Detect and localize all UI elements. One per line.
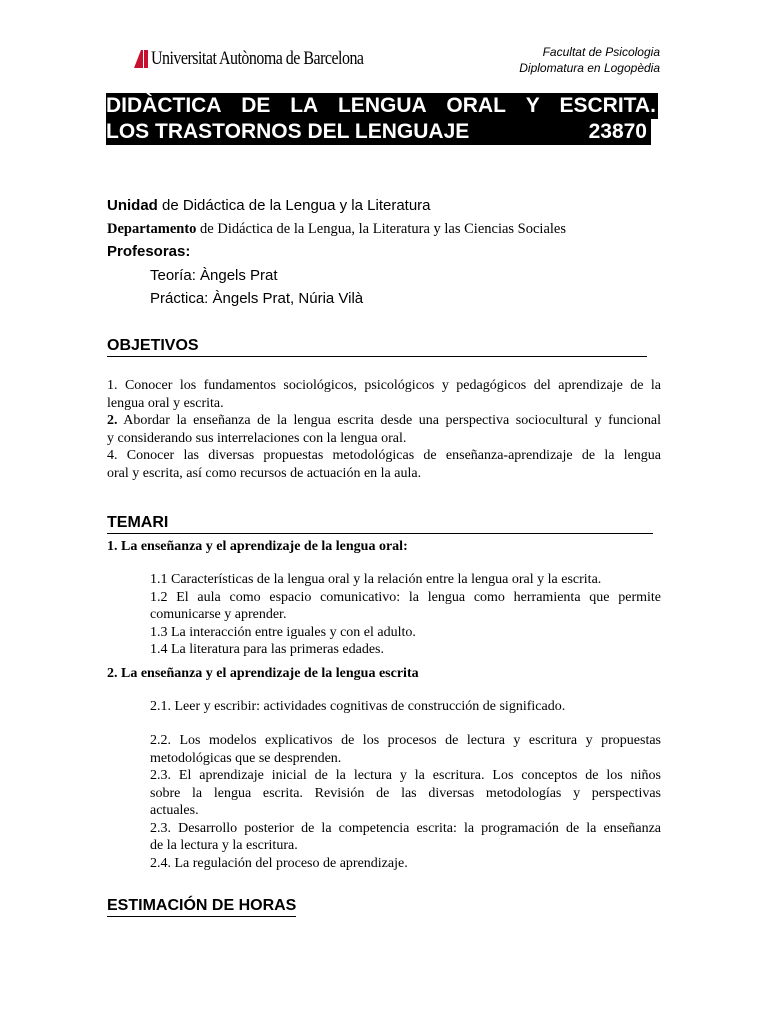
title-word: LA	[290, 94, 319, 117]
objetivos-heading-text: OBJETIVOS	[107, 337, 199, 354]
unidad-value: de Didáctica de la Lengua y la Literatura	[157, 197, 431, 214]
departamento-value: de Didáctica de la Lengua, la Literatura y las Ciencias Sociales	[196, 221, 567, 237]
practica-line: Práctica: Àngels Prat, Núria Vilà	[150, 290, 364, 307]
objetivo-line	[107, 447, 661, 465]
temari-item: 1.2 El aula como espacio comunicativo: la lengua como herramienta que permite	[150, 589, 661, 605]
temari-block-2-title: 2. La enseñanza y el aprendizaje de la lengua escrita	[107, 666, 419, 681]
course-title-line-1	[106, 93, 658, 119]
temari-item-continued: de la lectura y la escritura.	[150, 838, 298, 853]
temari-item: 2.2. Los modelos explicativos de los procesos de lectura y escritura y propuestas	[150, 733, 661, 748]
temari-item-continued: sobre la lengua escrita. Revisión de las diversas metodologías y perspectivas	[150, 785, 661, 801]
estimacion-heading-text: ESTIMACIÓN DE HORAS	[107, 897, 297, 914]
temari-item-continued: comunicarse y aprender.	[150, 607, 287, 622]
objetivo-line: lengua oral y escrita.	[107, 395, 224, 411]
temari-item: 2.1. Leer y escribir: actividades cognitivas de construcción de significado.	[150, 699, 566, 714]
uab-logo-icon	[134, 50, 148, 68]
course-subtitle: LOS TRASTORNOS DEL LENGUAJE	[106, 120, 470, 143]
title-word: ESCRITA.	[559, 94, 656, 117]
objetivo-line	[107, 412, 661, 430]
faculty-name: Facultat de Psicologia	[542, 45, 660, 59]
title-word: DE	[241, 94, 271, 117]
university-logo	[134, 49, 404, 69]
profesoras-label: Profesoras:	[107, 243, 191, 260]
temari-item: 2.3. Desarrollo posterior de la competencia escrita: la programación de la enseñanza	[150, 820, 661, 836]
course-title-line-2	[106, 119, 651, 145]
temari-item: 1.3 La interacción entre iguales y con el adulto.	[150, 624, 416, 640]
objetivo-number: 4.	[107, 448, 118, 463]
teoria-line: Teoría: Àngels Prat	[150, 267, 278, 284]
objetivo-text: Conocer los fundamentos sociológicos, psicológicos y pedagógicos del aprendizaje de la	[124, 378, 662, 393]
objetivo-text: Abordar la enseñanza de la lengua escrita desde una perspectiva sociocultural y funcional	[123, 413, 662, 428]
temari-block-1-list	[150, 571, 661, 659]
temari-block-2-item-1	[150, 698, 661, 716]
title-word: Y	[525, 94, 540, 117]
temari-item-continued: metodológicas que se desprenden.	[150, 750, 342, 766]
unidad-line	[107, 196, 431, 216]
objetivos-heading	[107, 336, 647, 357]
temari-block-2-list	[150, 732, 661, 872]
temari-item-continued: actuales.	[150, 803, 199, 818]
faculty-info	[519, 44, 660, 76]
university-name: Universitat Autònoma de Barcelona	[151, 48, 364, 69]
title-word: LENGUA	[337, 94, 427, 117]
temari-heading-text: TEMARI	[107, 514, 169, 531]
temari-item: 2.4. La regulación del proceso de aprendizaje.	[150, 855, 408, 871]
objetivo-number: 2.	[107, 413, 118, 428]
temari-item: 1.1 Características de la lengua oral y la relación entre la lengua oral y la escrita.	[150, 572, 602, 587]
objetivo-line: y considerando sus interrelaciones con la lengua oral.	[107, 430, 407, 446]
objetivo-number: 1.	[107, 378, 118, 393]
temari-heading	[107, 513, 653, 534]
estimacion-heading	[107, 896, 296, 917]
temari-item: 1.4 La literatura para las primeras edades.	[150, 642, 385, 657]
temari-block-1-title: 1. La enseñanza y el aprendizaje de la lengua oral:	[107, 539, 408, 554]
title-word: ORAL	[446, 94, 506, 117]
temari-item: 2.3. El aprendizaje inicial de la lectura y la escritura. Los conceptos de los niños	[150, 768, 661, 783]
unidad-label: Unidad	[107, 197, 158, 214]
objetivo-line: oral y escrita, así como recursos de actuación en la aula.	[107, 465, 422, 481]
departamento-line	[107, 219, 566, 239]
objetivos-list	[107, 377, 661, 482]
departamento-label: Departamento	[107, 221, 197, 237]
title-word: DIDÀCTICA	[106, 94, 222, 117]
course-code: 23870	[588, 120, 647, 143]
objetivo-line	[107, 377, 661, 395]
objetivo-text: Conocer las diversas propuestas metodológicas de enseñanza-aprendizaje de la lengua	[126, 448, 662, 463]
degree-name: Diplomatura en Logopèdia	[519, 61, 660, 75]
